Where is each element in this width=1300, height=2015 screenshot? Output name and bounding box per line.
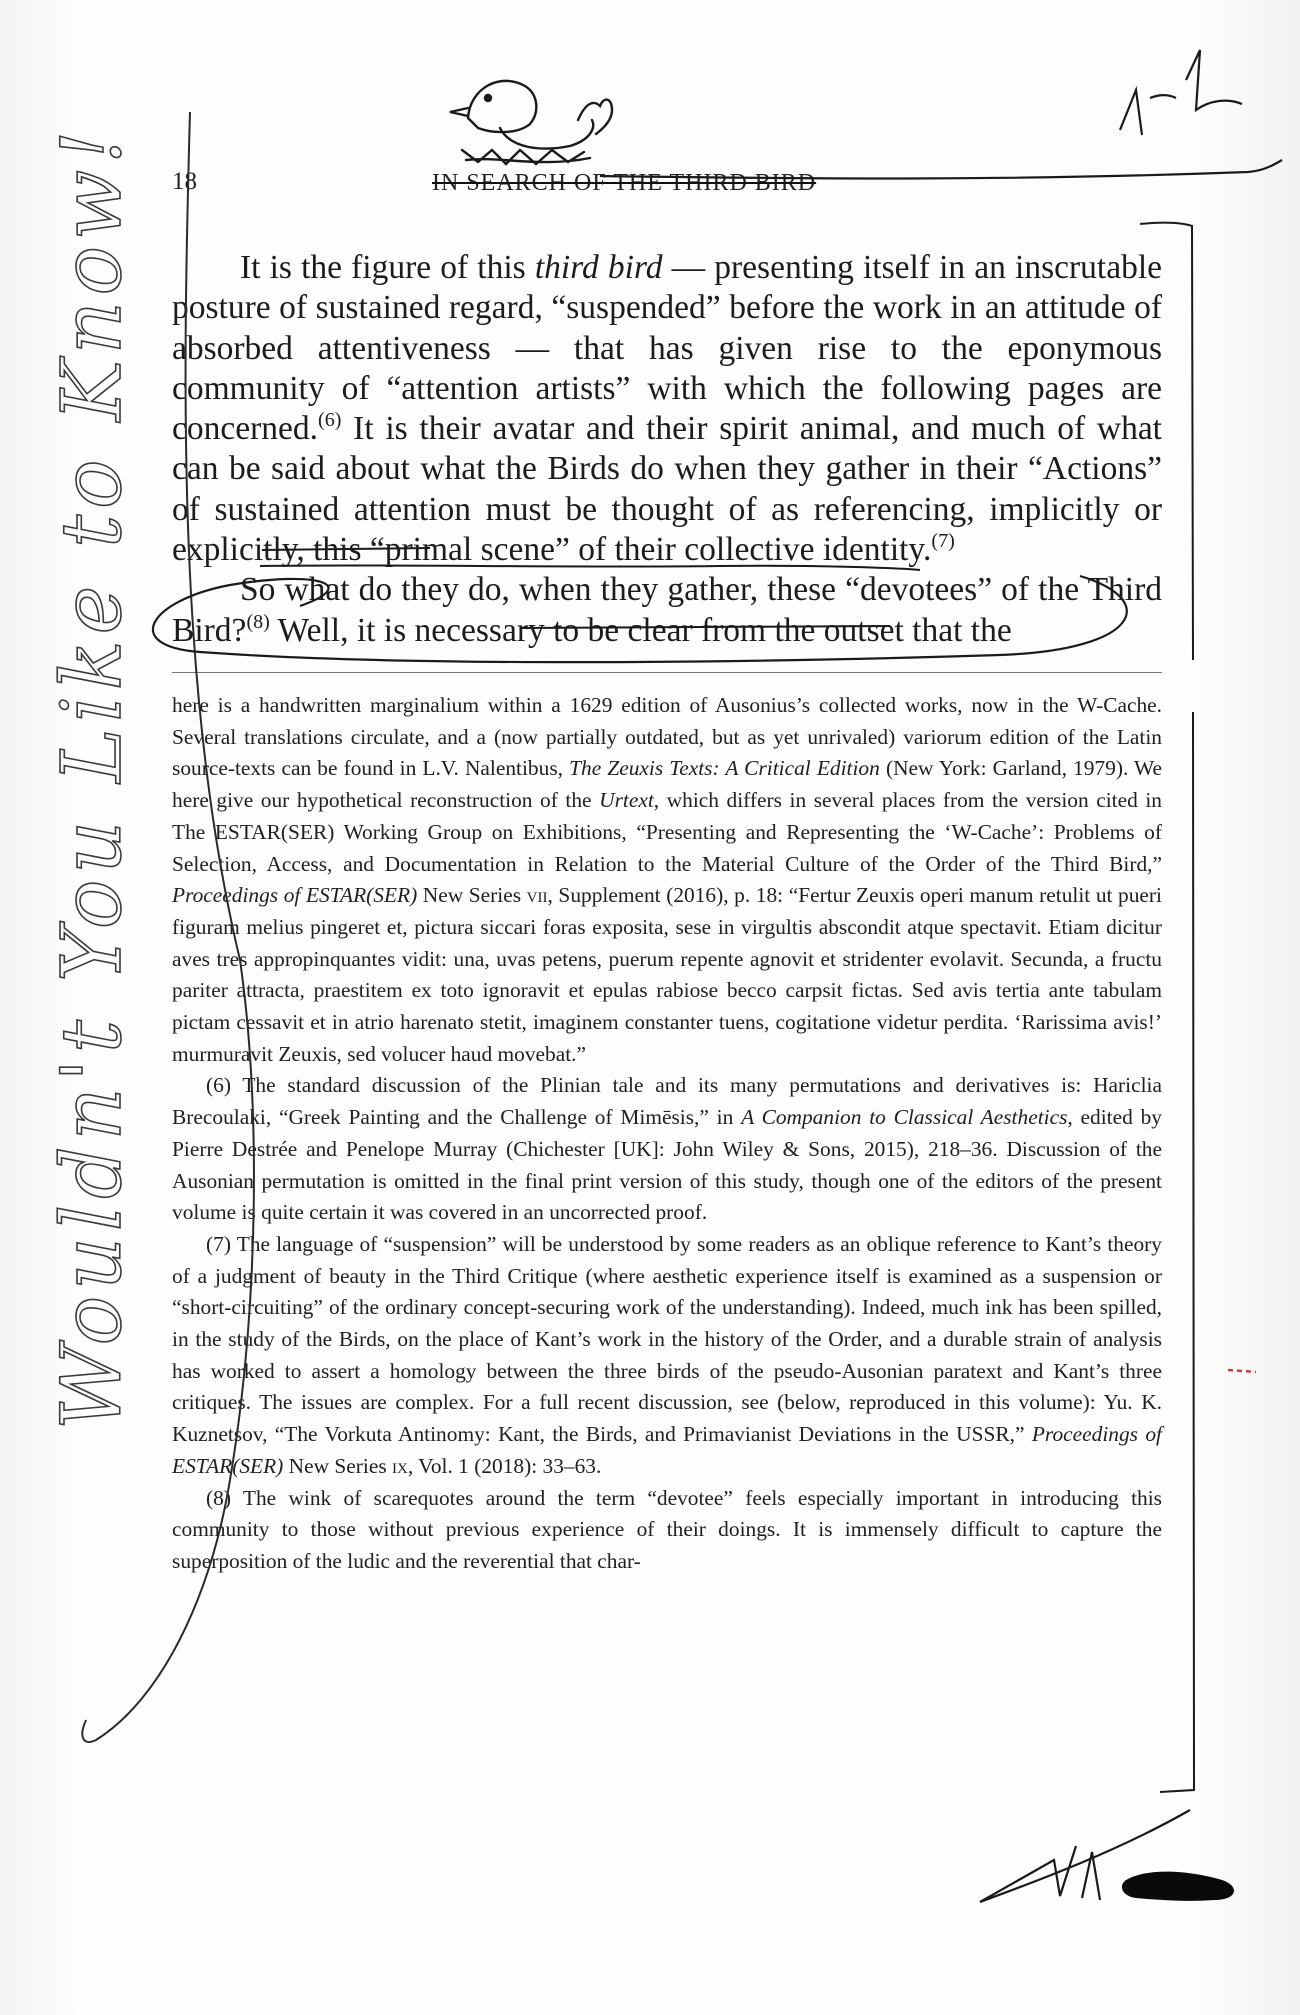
text-run: , edited by Pierre Destrée and Penelope Murray (Chichester [UK]: John Wiley & Sons, 2015), 218–36. Discussion of the Ausonian permutation is omitted in the final print version of this study, though one of the editors of the present volume is quite certain it was covered in an uncorrected proof. xyxy=(172,1105,1162,1225)
footnote-ref: (7) xyxy=(931,530,955,553)
text-emphasis: Urtext xyxy=(599,788,654,813)
footnotes xyxy=(172,690,1162,1578)
footnote-number: (6) xyxy=(206,1073,231,1098)
text-smallcaps: vii xyxy=(526,883,548,908)
footnote-8 xyxy=(172,1483,1162,1578)
text-run: The wink of scarequotes around the term “devotee” feels especially important in introducing this community to those without previous experience of their doings. It is immensely difficult to capture the superposition of the ludic and the reverential that char- xyxy=(172,1485,1162,1573)
text-run: , which differs in several places from the version cited in The ESTAR(SER) Working Group on Exhibitions, “Presenting and Representing the ‘W-Cache’: Problems of Selection, Access, and Documentation in Relation to the Material Culture of the Order of the Third Bird,” xyxy=(172,788,1162,876)
footnote-ref: (8) xyxy=(246,610,270,633)
running-title: IN SEARCH OF THE THIRD BIRD xyxy=(432,170,817,196)
text-run: , Vol. 1 (2018): 33–63. xyxy=(407,1453,602,1478)
text-run: The language of “suspension” will be understood by some readers as an oblique reference to Kant’s theory of a judgment of beauty in the Third Critique (where aesthetic experience itself is examined as a suspension or “short-circuiting” of the ordinary concept-securing work of the understanding). Indeed, much ink has been spilled, in the study of the Birds, on the place of Kant’s work in the history of the Order, and a durable strain of analysis has worked to assert a homology between the three birds of the pseudo-Ausonian paratext and Kant’s three critiques. The issues are complex. For a full recent discussion, see (below, reproduced in this volume): Yu. K. Kuznetsov, “The Vorkuta Antinomy: Kant, the Birds, and Primavianist Deviations in the USSR,” xyxy=(172,1231,1162,1447)
text-emphasis: Proceedings of ESTAR(SER) xyxy=(172,1422,1162,1478)
footnote-number: (7) xyxy=(206,1231,231,1256)
text-smallcaps: ix xyxy=(392,1453,408,1478)
text-run: (New York: Garland, 1979). We here give our hypothetical reconstruction of the xyxy=(172,756,1163,813)
ink-blot xyxy=(1122,1872,1234,1901)
text-run: , Supplement (2016), p. 18: “Fertur Zeuxis operi manum retulit ut pueri figuram melius pingeret et, pictura siccari foras exposita, sese in virgultis abscondit atque spectavit. Etiam dicitur aves tres appropinquantes vidit: una, uvas petens, puerum repente agnovit et stridenter evolavit. Secunda, a fructu pariter attracta, praestitem ex toto ignoravit et epulas rabiose becco carpsit fictas. Sed avis tertia ante tabulam pictam cessavit et in atrio harenato stetit, imaginem constanter tuens, cogitatione videtur perdita. ‘Rarissima avis!’ murmuravit Zeuxis, sed volucer haud movebat.” xyxy=(172,883,1162,1066)
text-emphasis: third bird xyxy=(534,249,663,286)
paragraph-2 xyxy=(172,570,1162,651)
text-run: — presenting itself in an inscrutable posture of sustained regard, “suspended” before the work in an attitude of absorbed attentiveness — that has given rise to the eponymous community of “attention artists” with which the following pages are concerned. xyxy=(172,249,1162,448)
text-run: It is the figure of this xyxy=(240,249,535,286)
footnote-5-continued xyxy=(172,690,1162,1070)
text-run: It is their avatar and their spirit animal, and much of what can be said about what the Birds do when they gather in their “Actions” of sustained attention must be thought of as referencing, implicitly or explicitly, this “primal scene” of their collective identity. xyxy=(172,410,1162,569)
footnote-number: (8) xyxy=(206,1485,231,1510)
text-run: Well, it is necessary to be clear from the outset that the xyxy=(269,611,1012,649)
text-emphasis: Proceedings of ESTAR(SER) xyxy=(172,883,418,908)
top-right-scribble xyxy=(1120,50,1242,135)
bottom-right-scribble xyxy=(980,1810,1190,1902)
red-mark xyxy=(1228,1370,1256,1372)
main-text xyxy=(172,248,1162,651)
bird-doodle-icon xyxy=(450,81,612,164)
text-run: The standard discussion of the Plinian tale and its many permutations and derivatives is: Hariclia Brecoulaki, “Greek Painting and the Challenge of Mimēsis,” in xyxy=(172,1073,1162,1130)
paragraph-1 xyxy=(172,248,1162,570)
footnote-7 xyxy=(172,1229,1162,1483)
footnote-divider xyxy=(172,672,1162,673)
text-emphasis: The Zeuxis Texts: A Critical Edition xyxy=(569,756,880,781)
text-run: New Series xyxy=(417,883,527,908)
text-run: here is a handwritten marginalium within a 1629 edition of Ausonius’s collected works, now in the W-Cache. Several translations circulate, and a (now partially outdated, but as yet unrivaled) variorum edition of the Latin source-texts can be found in L.V. Nalentibus, xyxy=(172,693,1162,781)
text-run: New Series xyxy=(283,1453,392,1478)
text-emphasis: A Companion to Classical Aesthetics xyxy=(741,1105,1068,1130)
text-run: So what do they do, when they gather, these “devotees” of the Third Bird? xyxy=(172,571,1162,649)
footnote-6 xyxy=(172,1070,1162,1229)
page-number: 18 xyxy=(172,168,197,195)
margin-handwriting: Wouldn't You Like to Know! xyxy=(45,124,140,1430)
footnote-ref: (6) xyxy=(318,409,342,432)
